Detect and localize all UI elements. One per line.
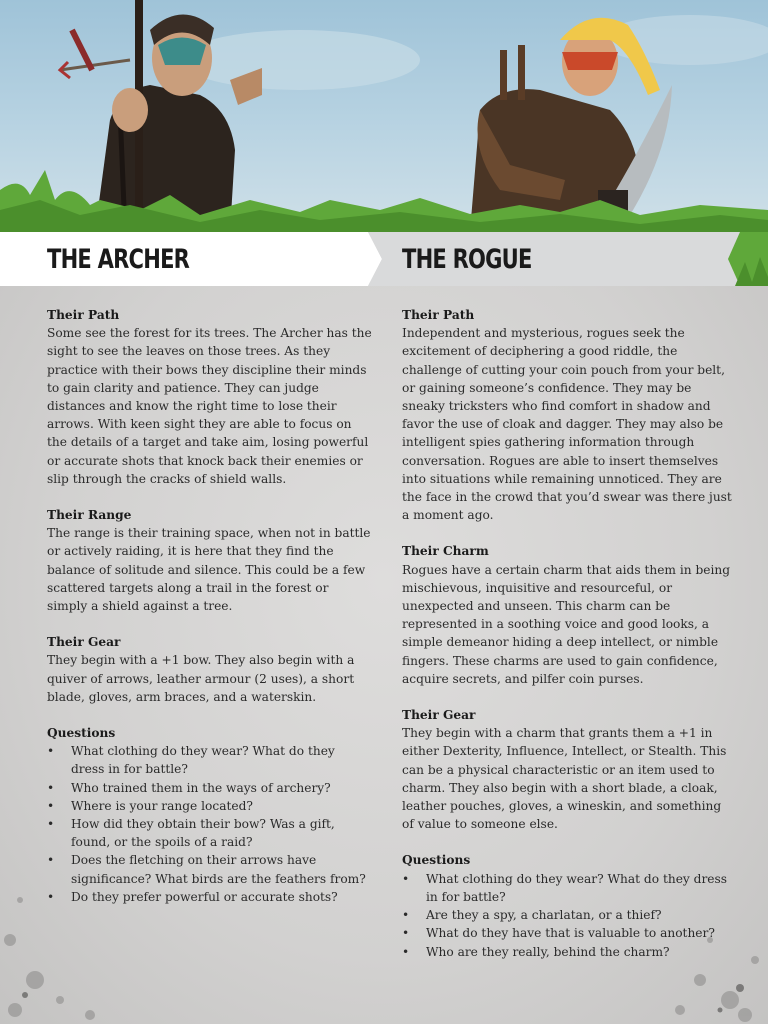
rogue-charm-text: Rogues have a certain charm that aids them in being mischievous, inquisitive and resourceful, or unexpected and unseen. This charm can be represented in a soothing voice and good looks, a simple demeanor hiding a deep intellect, or nimble fingers. These charms are used to gain confidence, acquire secrets, and pilfer coin purses. (402, 562, 731, 686)
rogue-column (402, 306, 732, 961)
rogue-title: THE ROGUE (402, 243, 532, 275)
rogue-path-heading: Their Path (402, 308, 475, 322)
rogue-questions-heading: Questions (402, 853, 471, 868)
archer-title: THE ARCHER (47, 243, 190, 275)
list-item: • What do they have that is valuable to another? (402, 924, 732, 942)
archer-column (47, 306, 372, 906)
class-title-banner (0, 232, 768, 286)
list-item: • How did they obtain their bow? Was a gift, found, or the spoils of a raid? (47, 815, 372, 851)
archer-questions-list (47, 742, 372, 906)
list-item: • What clothing do they wear? What do they dress in for battle? (402, 870, 732, 906)
archer-path-heading: Their Path (47, 308, 120, 322)
list-item: • Who trained them in the ways of archery? (47, 779, 372, 797)
archer-path-text: Some see the forest for its trees. The Archer has the sight to see the leaves on those trees. As they practice with their bows they discipline their minds to gain clarity and patience. They can judge distances and know the right time to lose their arrows. With keen sight they are able to focus on the details of a target and take aim, losing powerful or accurate shots that knock back their enemies or slip through the cracks of shield walls. (47, 326, 372, 486)
archer-range-text: The range is their training space, when not in battle or actively raiding, it is here that they find the balance of solitude and silence. This could be a few scattered targets along a trail in the forest or simply a shield against a tree. (47, 526, 371, 614)
header-illustration (0, 0, 768, 232)
archer-gear-heading: Their Gear (47, 635, 121, 650)
archer-gear-text: They begin with a +1 bow. They also begin with a quiver of arrows, leather armour (2 uses), a short blade, gloves, arm braces, and a waterskin. (47, 653, 355, 704)
rogue-charm-heading: Their Charm (402, 544, 489, 559)
rogue-questions-list (402, 870, 732, 961)
character-art (0, 0, 768, 232)
archer-illustration (60, 0, 262, 232)
list-item: • Who are they really, behind the charm? (402, 943, 732, 961)
list-item: • What clothing do they wear? What do they dress in for battle? (47, 742, 372, 778)
list-item: • Are they a spy, a charlatan, or a thief? (402, 906, 732, 924)
list-item: • Do they prefer powerful or accurate shots? (47, 888, 372, 906)
rogue-path-text: Independent and mysterious, rogues seek the excitement of deciphering a good riddle, the challenge of cutting your coin pouch from your belt, or gaining someone’s confidence. They may be sneaky tricksters who find comfort in shadow and favor the use of cloak and dagger. They may also be intelligent spies gathering information through conversation. Rogues are able to insert themselves into situations while remaining unnoticed. They are the face in the crowd that you’d swear was there just a moment ago. (402, 326, 732, 523)
rogue-illustration (470, 18, 672, 232)
list-item: • Where is your range located? (47, 797, 372, 815)
rogue-gear-text: They begin with a charm that grants them a +1 in either Dexterity, Influence, Intellect, or Stealth. This can be a physical characteristic or an item used to charm. They also begin with a short blade, a cloak, leather pouches, gloves, a wineskin, and something of value to someone else. (402, 726, 727, 832)
archer-questions-heading: Questions (47, 726, 116, 741)
rogue-gear-heading: Their Gear (402, 708, 476, 723)
archer-range-heading: Their Range (47, 508, 132, 523)
list-item: • Does the fletching on their arrows have significance? What birds are the feathers from? (47, 851, 372, 887)
